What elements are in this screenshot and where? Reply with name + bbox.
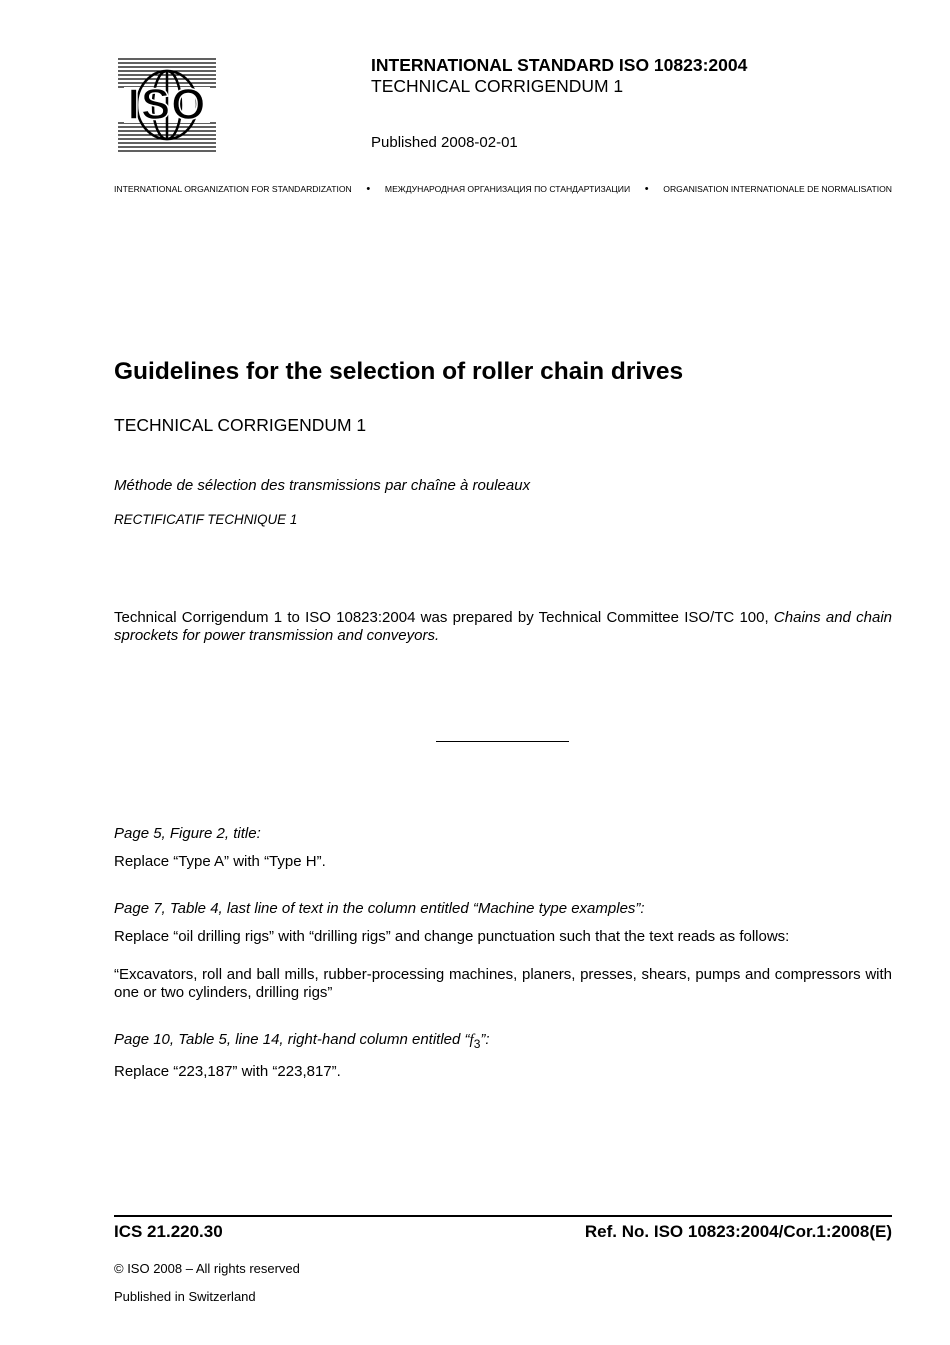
- correction-reference: Page 7, Table 4, last line of text in the column entitled “Machine type examples”:: [114, 900, 645, 917]
- org-name-russian: МЕЖДУНАРОДНАЯ ОРГАНИЗАЦИЯ ПО СТАНДАРТИЗАЦИИ: [384, 184, 631, 194]
- footer-rule: [114, 1215, 892, 1217]
- bullet-separator: •: [366, 183, 371, 195]
- copyright-notice: © ISO 2008 – All rights reserved: [114, 1261, 300, 1276]
- correction-instruction: Replace “223,187” with “223,817”.: [114, 1063, 341, 1080]
- symbol-f: f: [469, 1032, 474, 1048]
- correction-instruction: Replace “Type A” with “Type H”.: [114, 853, 326, 870]
- french-subtitle: RECTIFICATIF TECHNIQUE 1: [114, 512, 298, 527]
- corrigendum-label: TECHNICAL CORRIGENDUM 1: [371, 76, 624, 96]
- french-title: Méthode de sélection des transmissions par chaîne à rouleaux: [114, 477, 531, 494]
- intro-text: Technical Corrigendum 1 to ISO 10823:2004 was prepared by Technical Committee ISO/TC 100,: [114, 609, 774, 626]
- committee-title: Chains and chain sprockets for power transmission and conveyors.: [114, 609, 892, 644]
- svg-text:ISO: ISO: [127, 80, 207, 129]
- reference-number: Ref. No. ISO 10823:2004/Cor.1:2008(E): [584, 1222, 892, 1241]
- reference-prefix: Page 10, Table 5, line 14, right-hand column entitled “: [114, 1031, 470, 1048]
- correction-reference: [114, 1031, 490, 1051]
- published-in: Published in Switzerland: [114, 1289, 256, 1304]
- separator-line: [436, 741, 569, 742]
- published-date: Published 2008-02-01: [371, 134, 518, 151]
- ics-code: ICS 21.220.30: [114, 1222, 223, 1241]
- reference-suffix: ”:: [480, 1031, 490, 1048]
- intro-paragraph: [114, 609, 892, 645]
- organization-names: [114, 183, 892, 195]
- corrected-quote: “Excavators, roll and ball mills, rubber-processing machines, planers, presses, shears, pumps and compressors with one or two cylinders, drilling rigs”: [114, 966, 892, 1001]
- bullet-separator: •: [644, 183, 649, 195]
- document-subtitle: TECHNICAL CORRIGENDUM 1: [114, 415, 367, 435]
- correction-reference: Page 5, Figure 2, title:: [114, 825, 261, 842]
- correction-instruction: Replace “oil drilling rigs” with “drilling rigs” and change punctuation such that the text reads as follows:: [114, 928, 790, 945]
- document-title: Guidelines for the selection of roller chain drives: [114, 358, 684, 385]
- standard-title: INTERNATIONAL STANDARD ISO 10823:2004: [371, 55, 748, 75]
- iso-logo: [118, 57, 216, 152]
- symbol-subscript: 3: [473, 1037, 481, 1051]
- org-name-english: INTERNATIONAL ORGANIZATION FOR STANDARDIZATION: [114, 184, 352, 194]
- org-name-french: ORGANISATION INTERNATIONALE DE NORMALISATION: [663, 184, 892, 194]
